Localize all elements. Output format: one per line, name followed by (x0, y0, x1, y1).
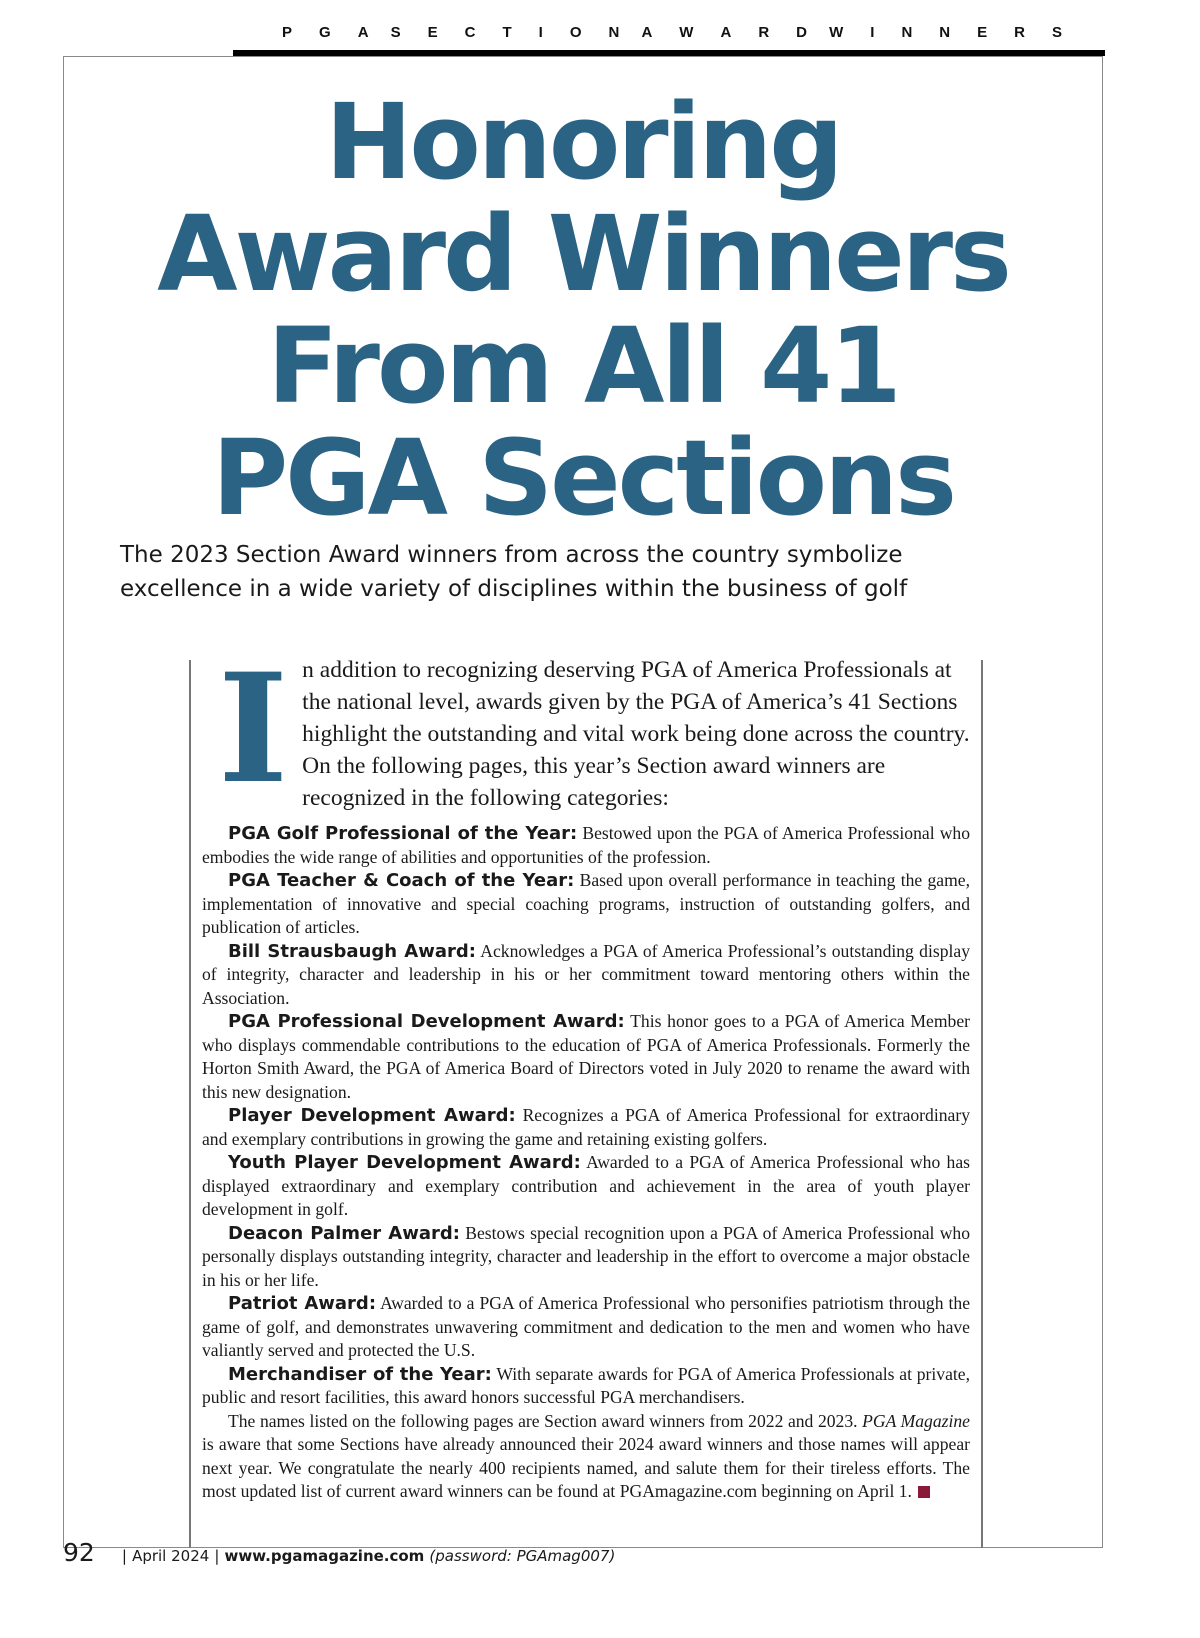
column-rule-left (189, 660, 191, 1548)
intro-text: n addition to recognizing deserving PGA of America Professionals at the national level, awards given by the PGA of America’s 41 Sections highlight the outstanding and vital work being done across the country. On the following pages, this year’s Section award winners are recognized in the following categories: (302, 657, 970, 811)
deck (120, 538, 1060, 606)
award-entry (202, 1292, 970, 1363)
award-entry (202, 869, 970, 940)
award-name: Bill Strausbaugh Award: (228, 940, 476, 962)
running-head-word (282, 24, 369, 41)
issue-date: April 2024 (132, 1547, 210, 1565)
running-head-letter: C (464, 24, 476, 41)
award-name: PGA Professional Development Award: (228, 1011, 625, 1032)
closing-text: is aware that some Sections have already announced their 2024 award winners and those names will appear next year. We congratulate the nearly 400 recipients named, and salute them for their tireless efforts. The most updated list of current award winners can be found at PGAmagazine.com beginning on April 1. (202, 1434, 970, 1501)
award-entry (202, 940, 970, 1011)
running-head-letter: A (357, 24, 369, 41)
footer (63, 1538, 615, 1567)
running-head-letter: S (1051, 24, 1062, 41)
award-name: PGA Golf Professional of the Year: (228, 823, 578, 844)
running-head-letter: E (977, 24, 988, 41)
running-head-letter: T (502, 24, 512, 41)
running-head-letter: A (641, 24, 653, 41)
award-description: Recognizes a PGA of America Professional for extraordinary and exemplary contributions in growing the game and retaining existing golfers. (202, 1105, 970, 1149)
running-head-letter: W (679, 24, 694, 41)
headline (63, 81, 1103, 539)
award-entry (202, 1363, 970, 1410)
award-entry (202, 822, 970, 869)
running-head-letter: R (758, 24, 770, 41)
running-head-letter: E (427, 24, 438, 41)
deck-line: excellence in a wide variety of disciplines within the business of golf (120, 576, 908, 602)
award-description: Awarded to a PGA of America Professional who personifies patriotism through the game of golf, and demonstrates unwavering commitment and dedication to the men and women who have valiantly served and protected the U.S. (202, 1293, 971, 1360)
running-head-letter: I (870, 24, 875, 41)
closing-paragraph (202, 1410, 970, 1504)
headline-line: Award Winners (157, 193, 1009, 315)
award-description: Bestows special recognition upon a PGA of America Professional who personally displays outstanding integrity, character and leadership in the effort to overcome a major obstacle in his or her life. (202, 1222, 970, 1290)
page-number: 92 (63, 1538, 95, 1567)
running-head-letter: G (319, 24, 331, 41)
awards-list (202, 822, 970, 1410)
running-head-word (829, 24, 1062, 41)
closing-text: The names listed on the following pages are Section award winners from 2022 and 2023. (228, 1410, 858, 1431)
running-head-letter: I (538, 24, 543, 41)
running-head-letter: P (282, 24, 293, 41)
running-head-word (641, 24, 807, 41)
award-description: Awarded to a PGA of America Professional who has displayed extraordinary and exemplary contribution and achievement in the area of youth player development in golf. (202, 1152, 970, 1219)
award-name: PGA Teacher & Coach of the Year: (228, 870, 575, 891)
column-rule-right (981, 660, 983, 1548)
award-name: Merchandiser of the Year: (228, 1363, 492, 1385)
award-description: With separate awards for PGA of America Professionals at private, public and resort facilities, this award honors successful PGA merchandisers. (202, 1363, 971, 1407)
end-mark-icon (918, 1486, 930, 1498)
award-entry (202, 1010, 970, 1104)
deck-line: The 2023 Section Award winners from across the country symbolize (120, 542, 903, 568)
headline-line: From All 41 (267, 305, 899, 427)
award-entry (202, 1222, 970, 1293)
running-head-word (391, 24, 620, 41)
footer-divider: | (121, 1547, 127, 1565)
running-head-letter: O (569, 24, 582, 41)
headline-line: Honoring (325, 81, 841, 203)
running-head-letter: D (796, 24, 807, 41)
article-body (202, 641, 971, 1504)
award-description: Acknowledges a PGA of America Professional’s outstanding display of integrity, character and leadership in his or her commitment toward mentoring others within the Association. (202, 940, 970, 1008)
password-note: (password: PGAmag007) (429, 1547, 616, 1565)
running-head-letter: N (608, 24, 620, 41)
award-name: Player Development Award: (228, 1105, 516, 1126)
running-head-letter: N (901, 24, 913, 41)
award-name: Patriot Award: (228, 1293, 377, 1314)
website-link[interactable]: www.pgamagazine.com (224, 1547, 425, 1565)
award-name: Youth Player Development Award: (228, 1152, 581, 1173)
running-head (282, 24, 1062, 41)
award-description: Bestowed upon the PGA of America Professional who embodies the wide range of abilities and opportunities of the profession. (202, 823, 970, 867)
drop-cap: I (218, 641, 289, 817)
footer-divider: | (214, 1547, 220, 1565)
running-head-letter: N (939, 24, 951, 41)
running-head-letter: R (1014, 24, 1025, 41)
magazine-title: PGA Magazine (862, 1410, 970, 1431)
award-description: Based upon overall performance in teaching the game, implementation of innovative and special coaching programs, instruction of outstanding golfers, and publication of articles. (202, 870, 970, 937)
running-head-letter: A (720, 24, 732, 41)
award-entry (202, 1151, 970, 1222)
intro-paragraph (202, 641, 970, 817)
award-name: Deacon Palmer Award: (228, 1222, 460, 1244)
running-head-letter: S (390, 24, 401, 41)
headline-line: PGA Sections (211, 417, 955, 539)
award-description: This honor goes to a PGA of America Member who displays commendable contributions to the education of PGA of America Professionals. Formerly the Horton Smith Award, the PGA of America Board of Directors voted in July 2020 to rename the award with this new designation. (202, 1011, 970, 1102)
award-entry (202, 1104, 970, 1151)
running-head-letter: W (829, 24, 844, 41)
